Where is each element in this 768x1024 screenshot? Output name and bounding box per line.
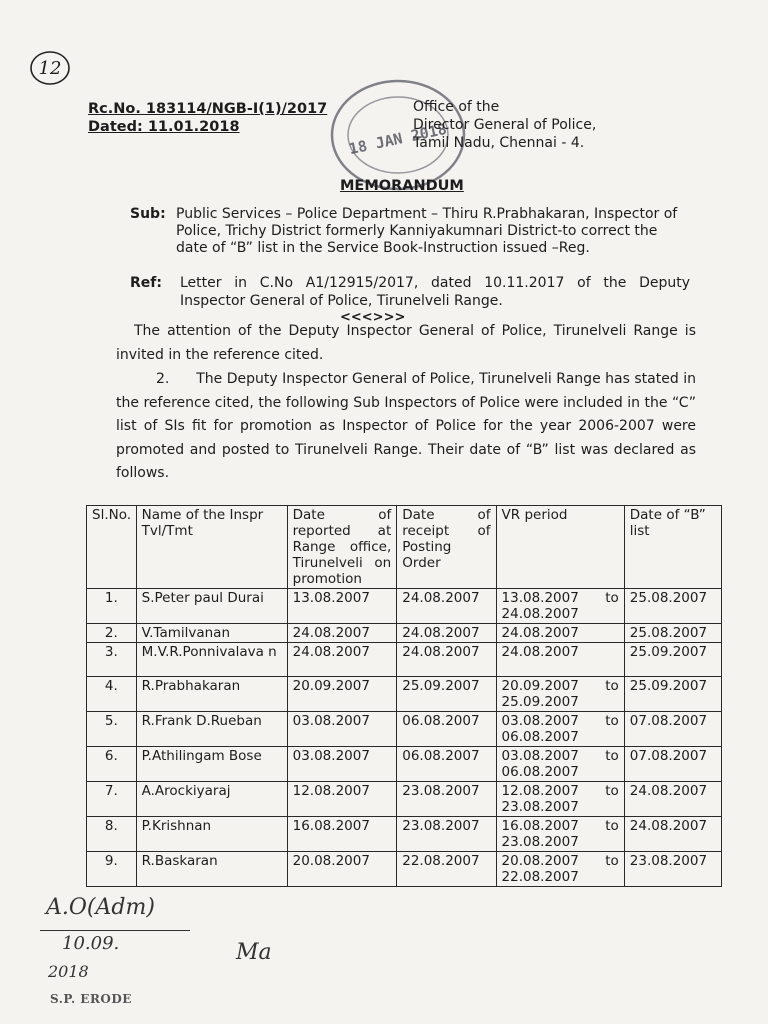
cell-vr-period	[496, 589, 624, 624]
cell-sl: 7.	[87, 782, 137, 817]
cell-vr-period	[496, 782, 624, 817]
subject-label: Sub:	[130, 206, 166, 222]
vr-from: 20.09.2007	[501, 678, 579, 694]
vr-sep: to	[605, 590, 619, 606]
cell-receipt: 23.08.2007	[397, 782, 496, 817]
cell-reported: 03.08.2007	[287, 712, 397, 747]
reference-label: Ref:	[130, 275, 162, 291]
separator: <<<>>>	[340, 310, 406, 325]
footer-seal-text: S.P. ERODE	[50, 992, 132, 1006]
office-line-1: Office of the	[413, 99, 500, 115]
cell-receipt: 25.09.2007	[397, 677, 496, 712]
vr-sep: to	[605, 818, 619, 834]
table-row	[87, 643, 722, 677]
cell-vr-period	[496, 712, 624, 747]
vr-to: 06.08.2007	[501, 764, 579, 780]
cell-reported: 24.08.2007	[287, 643, 397, 677]
stamp-date: 18 JAN 2018	[347, 119, 449, 159]
header-reported: Date of reported at Range office, Tirunelveli on promotion	[287, 506, 397, 589]
reference-text: Letter in C.No A1/12915/2017, dated 10.11.2017 of the Deputy Inspector General of Police, Tirunelveli Range.	[180, 275, 690, 309]
table-row	[87, 782, 722, 817]
reference-block	[88, 100, 327, 136]
cell-vr-period	[496, 677, 624, 712]
cell-reported: 13.08.2007	[287, 589, 397, 624]
cell-b-list: 07.08.2007	[624, 712, 721, 747]
cell-name: V.Tamilvanan	[136, 624, 287, 643]
cell-reported: 24.08.2007	[287, 624, 397, 643]
vr-sep: to	[605, 713, 619, 729]
cell-receipt: 23.08.2007	[397, 817, 496, 852]
cell-reported: 20.09.2007	[287, 677, 397, 712]
subject-text: Public Services – Police Department – Thiru R.Prabhakaran, Inspector of Police, Trichy District formerly Kanniyakumnari District-to correct the date of “B” list in the Service Book-Instruction issued –Reg.	[176, 206, 678, 256]
header-sl-no: Sl.No.	[87, 506, 137, 589]
vr-to: 22.08.2007	[501, 869, 579, 885]
cell-name: S.Peter paul Durai	[136, 589, 287, 624]
cell-vr-period	[496, 643, 624, 677]
vr-from: 20.08.2007	[501, 853, 579, 869]
handwritten-underline	[40, 930, 190, 931]
memo-title: MEMORANDUM	[340, 178, 464, 194]
rc-number: Rc.No. 183114/NGB-I(1)/2017	[88, 101, 328, 117]
vr-to: 23.08.2007	[501, 799, 579, 815]
table-row	[87, 817, 722, 852]
vr-to: 25.09.2007	[501, 694, 579, 710]
cell-receipt: 24.08.2007	[397, 643, 496, 677]
cell-vr-period	[496, 817, 624, 852]
cell-b-list: 24.08.2007	[624, 782, 721, 817]
dated: Dated: 11.01.2018	[88, 119, 240, 135]
vr-sep: to	[605, 748, 619, 764]
cell-b-list: 25.08.2007	[624, 589, 721, 624]
cell-name: M.V.R.Ponnivalava n	[136, 643, 287, 677]
cell-name: A.Arockiyaraj	[136, 782, 287, 817]
office-line-2: Director General of Police,	[413, 117, 597, 133]
handwritten-note-line-1: A.O(Adm)	[46, 895, 155, 920]
cell-receipt: 22.08.2007	[397, 852, 496, 887]
cell-vr-period	[496, 852, 624, 887]
page-number-text: 12	[38, 57, 62, 79]
cell-b-list: 24.08.2007	[624, 817, 721, 852]
cell-vr-period	[496, 747, 624, 782]
table-row	[87, 852, 722, 887]
vr-to: 23.08.2007	[501, 834, 579, 850]
vr-from: 24.08.2007	[501, 625, 579, 641]
cell-reported: 03.08.2007	[287, 747, 397, 782]
vr-from: 12.08.2007	[501, 783, 579, 799]
table-row	[87, 747, 722, 782]
header-name: Name of the Inspr Tvl/Tmt	[136, 506, 287, 589]
vr-to: 24.08.2007	[501, 606, 579, 622]
cell-b-list: 07.08.2007	[624, 747, 721, 782]
cell-b-list: 25.09.2007	[624, 677, 721, 712]
cell-receipt: 06.08.2007	[397, 747, 496, 782]
vr-from: 03.08.2007	[501, 713, 579, 729]
vr-sep: to	[605, 678, 619, 694]
cell-sl: 1.	[87, 589, 137, 624]
table-row	[87, 624, 722, 643]
cell-sl: 4.	[87, 677, 137, 712]
cell-name: R.Baskaran	[136, 852, 287, 887]
cell-sl: 8.	[87, 817, 137, 852]
promotion-table	[86, 505, 722, 887]
table-header-row	[87, 506, 722, 589]
office-address	[413, 98, 596, 152]
cell-b-list: 25.09.2007	[624, 643, 721, 677]
handwritten-initials: Ma	[236, 940, 272, 965]
cell-b-list: 25.08.2007	[624, 624, 721, 643]
cell-name: R.Frank D.Rueban	[136, 712, 287, 747]
paragraph-2: 2. The Deputy Inspector General of Police, Tirunelveli Range has stated in the reference cited, the following Sub Inspectors of Police were included in the “C” list of SIs fit for promotion as Inspector of Police for the year 2006-2007 were promoted and posted to Tirunelveli Range. Their date of “B” list was declared as follows.	[116, 371, 696, 481]
cell-reported: 12.08.2007	[287, 782, 397, 817]
cell-sl: 5.	[87, 712, 137, 747]
cell-sl: 2.	[87, 624, 137, 643]
handwritten-note-line-3: 2018	[48, 962, 89, 981]
vr-to: 06.08.2007	[501, 729, 579, 745]
table-row	[87, 589, 722, 624]
header-receipt: Date of receipt of Posting Order	[397, 506, 496, 589]
vr-from: 16.08.2007	[501, 818, 579, 834]
header-vr-period: VR period	[496, 506, 624, 589]
cell-reported: 16.08.2007	[287, 817, 397, 852]
header-b-list: Date of “B” list	[624, 506, 721, 589]
vr-sep: to	[605, 783, 619, 799]
cell-sl: 6.	[87, 747, 137, 782]
cell-receipt: 06.08.2007	[397, 712, 496, 747]
cell-name: R.Prabhakaran	[136, 677, 287, 712]
cell-vr-period	[496, 624, 624, 643]
cell-receipt: 24.08.2007	[397, 589, 496, 624]
table-row	[87, 677, 722, 712]
office-line-3: Tamil Nadu, Chennai - 4.	[413, 135, 585, 151]
cell-reported: 20.08.2007	[287, 852, 397, 887]
handwritten-note-line-2: 10.09.	[62, 933, 120, 954]
cell-receipt: 24.08.2007	[397, 624, 496, 643]
vr-from: 03.08.2007	[501, 748, 579, 764]
vr-sep: to	[605, 853, 619, 869]
paragraph-1: The attention of the Deputy Inspector General of Police, Tirunelveli Range is invited in the reference cited.	[116, 323, 696, 363]
cell-sl: 3.	[87, 643, 137, 677]
cell-sl: 9.	[87, 852, 137, 887]
vr-from: 24.08.2007	[501, 644, 579, 660]
page-number	[28, 48, 72, 88]
cell-name: P.Athilingam Bose	[136, 747, 287, 782]
vr-from: 13.08.2007	[501, 590, 579, 606]
cell-b-list: 23.08.2007	[624, 852, 721, 887]
cell-name: P.Krishnan	[136, 817, 287, 852]
table-row	[87, 712, 722, 747]
